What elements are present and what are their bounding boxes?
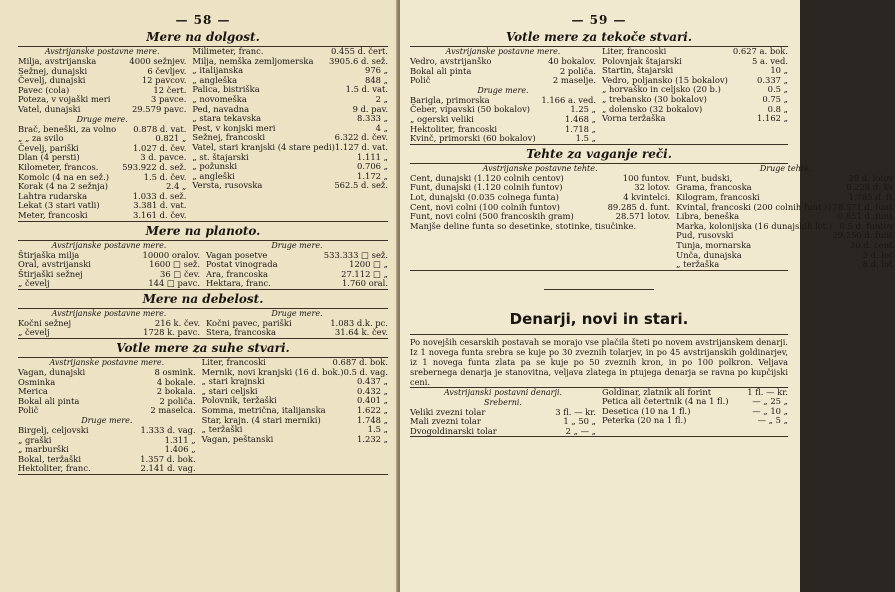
row-label: Sežnej, francoski [192,132,266,143]
row-value: 0.8 „ [767,103,788,114]
row-value [636,222,670,232]
row-value: 1.5 „ [575,133,596,144]
row-label: Bokal ali pinta [410,65,472,76]
row-label: Štirjaška milja [18,249,80,260]
subheading: Avstrijanske postavne mere. [49,358,165,368]
row-label: Birgelj, celjovski [18,425,89,436]
subheading: Avstrijanske postavne mere. [44,47,160,56]
row-label: „ „ za svilo [18,133,64,144]
row-label: Vedro, avstrijanško [410,56,492,66]
row-label: Funt, novi colni (500 francoskih gram) [410,211,574,222]
row-label: Somma, metrična, italijanska [201,405,326,416]
row-label: Peterka (20 na 1 fl.) [602,415,687,426]
row-label: „ novomeška [192,93,247,104]
row-value: 848 „ [365,74,388,85]
section-title: Votle mere za tekoče stvari. [505,30,693,44]
table-row [206,328,388,338]
row-label: Polovnik, teržaški [201,395,277,406]
row-value: 0.432 „ [357,385,388,396]
row-label: Mernik, novi kranjski (16 d. bok.) [201,366,344,377]
section-title: Denarji, novi in stari. [509,309,689,328]
row-label: Merica [18,386,48,397]
row-value: 1728 k. pavc. [143,327,200,338]
row-label: Versta, rusovska [192,180,263,191]
row-label: Štirjaški sežnej [18,268,83,279]
row-label: Cent, dunajski (1.120 colnih centov) [410,172,564,183]
subheading: Druge mere. [76,114,128,124]
row-label: „ st. štajarski [192,151,249,162]
row-label: Milja, nemška zemljomerska [192,55,314,66]
row-value: 0.706 „ [357,161,388,172]
row-value: 0.821 „ [155,133,187,144]
row-label: „ graški [18,434,52,445]
row-value: — „ 5 „ [757,415,788,426]
row-value: — „ 25 „ [752,396,788,407]
paragraph: Po novejših cesarskih postavah se morajo vse plačila šteti po novem avstrijanskem denarji. Iz 1 novega funta srebra se kuje po 30 zveznih tolarjev, in po 45 avstrijanskih goldinarjev, iz 1 novega funta zlata pa se kuje po 50 zveznih kron, in po 100 polkron. Veljava srebernega denarja je stanovitna, veljava zlatega in ptujega denarja se ravna po kupčijski ceni. [410,336,788,387]
row-value: 3.381 d. vat. [133,200,187,211]
table-dry [18,357,388,475]
row-value: 0.5 „ [767,84,788,95]
row-label: Grama, francoska [676,182,752,193]
row-value: 1.033 d. sež. [132,190,187,201]
row-label: Goldinar, zlatnik ali forint [602,386,712,397]
row-value: 8 osmink. [154,367,196,378]
row-value: 1.127 d. vat. [334,141,388,152]
row-value: 100 funtov. [622,172,671,183]
row-value: 1.083 d.k. pc. [330,317,388,328]
page-58 [0,0,398,592]
row-label: „ dolensko (32 bokalov) [602,103,703,114]
subheading: Druge mere. [271,240,323,250]
row-value: 2.4 „ [166,181,187,192]
table-length [18,46,388,222]
row-label: Hektara, franc. [206,278,271,289]
row-label: „ čevelj [18,327,50,338]
row-label: Vatel, stari kranjski (4 stare pedi) [192,141,335,152]
row-label: Lahtra rudarska [18,190,88,201]
row-label: Mali zvezni tolar [410,416,481,427]
row-label: Stera, francoska [206,327,276,338]
row-label: Lekat (3 stari vatli) [18,200,100,211]
row-value: 1.333 d. vag. [140,425,196,436]
row-value: 533.333 □ sež. [323,249,388,260]
subheading: Druge tehte. [759,163,812,173]
row-label: Petica ali četertnik (4 na 1 fl.) [602,396,729,407]
table-money [410,387,788,438]
row-label: „ ogerski veliki [410,113,474,124]
row-label: Kočni sežnej [18,317,72,328]
row-label: Kočni pavec, pariški [206,317,292,328]
row-label: Kilogram, francoski [676,191,760,202]
row-value: 1.785 d. ft. [848,191,895,202]
row-value: 1.468 „ [565,113,596,124]
divider [544,289,654,290]
row-label: Star, krajn. (4 stari merniki) [201,414,321,425]
row-value: 10000 oralov. [142,249,200,260]
row-value: 1.5 d. čev. [143,171,187,182]
row-label: Vatel, dunajski [18,103,81,114]
row-label: Barigla, primorska [410,94,490,105]
subheading: Avstrijanske postavne mere. [51,240,167,250]
row-value: 0.455 d. čert. [330,46,388,56]
row-label: Milimeter, franc. [192,46,264,56]
row-label: Dvogoldinarski tolar [410,425,497,436]
row-label: Osminka [18,376,56,387]
row-value: 1 „ 50 „ [563,416,596,427]
table-area [18,240,388,290]
row-value: 1.748 „ [357,414,388,425]
subheading: Druge mere. [81,416,133,426]
subheading: Druge mere. [477,85,529,95]
row-value: 0.228 d. kv. [846,182,895,193]
row-value: 0.851 d. funt. [837,211,895,222]
row-value: 0.687 d. bok. [332,357,388,368]
row-label: Tunja, mornarska [676,239,752,250]
row-value: 28.571 lotov. [615,211,671,222]
section-title: Mere na debelost. [142,291,264,306]
row-label: „ angleški [192,170,235,181]
row-value: 31.64 k. čev. [334,327,388,338]
row-value: 0.627 a. bok. [732,46,788,56]
row-label: Kvintal, francoski (200 colnih funt.) [676,201,828,212]
table-row [18,211,186,221]
row-value: 3 fl. — kr. [555,406,596,417]
section-title: Mere na planoto. [145,223,261,238]
row-value: 2 bokala. [156,386,196,397]
table-row [602,416,788,426]
row-label: Veliki zvezni tolar [410,406,486,417]
row-label: Vagan, dunajski [18,367,86,378]
row-value: 1200 □ „ [349,259,388,270]
row-label: Vagan, peštanski [201,433,274,444]
row-label: Hektoliter, franc. [18,463,91,474]
table-row [202,435,388,445]
row-label: Poteza, v vojaški meri [18,94,111,105]
row-label: „ trebansko (30 bokalov) [602,93,707,104]
row-value: 28 d. lotov. [848,172,895,183]
row-label: „ stari krajnski [201,376,265,387]
row-value: 1.622 „ [357,405,388,416]
row-label: Libra, beneška [676,211,740,222]
row-value: 12 čert. [153,84,187,95]
row-label: Manjše deline funta so desetinke, stotinke, tisučinke. [410,220,637,231]
table-row [602,114,788,124]
row-label: Čeber, vipavski (50 bokalov) [410,104,531,115]
row-value: 4 „ [375,122,388,133]
row-label: Palica, bistriška [192,84,260,95]
row-label: „ italijanska [192,65,244,76]
row-value: 36 □ čev. [160,268,200,279]
row-value: 4000 sežnjev. [129,56,187,66]
row-value: 2 poliča. [559,65,596,76]
row-value: 1.027 d. čev. [133,142,187,153]
row-label: Ped, navadna [192,103,250,114]
row-value: 5 a. ved. [751,55,788,66]
row-value: 1.357 d. bok. [140,453,196,464]
table-weights [410,163,895,271]
row-value: 29.579 pavc. [131,103,187,114]
row-label: Kilometer, francos. [18,161,99,172]
row-label: Cent, novi colni (100 colnih funtov) [410,201,560,212]
row-label: Čevelj, dunajski [18,75,86,86]
row-label: Liter, francoski [201,357,266,368]
row-label: „ čevelj [18,278,50,289]
row-label: Brač, beneški, za volno [18,123,117,134]
row-value: 0.5 d. funtov. [839,220,895,231]
row-label: Ara, francoska [206,268,268,279]
row-value: 0.5 d. vag. [343,366,388,377]
table-row [410,76,596,86]
row-value: 1.760 oral. [341,278,388,289]
row-value: 3 pavce. [150,94,187,105]
row-value: 1.172 „ [357,170,388,181]
row-label: Marka, kolonijska (16 dunajskih lot.) [676,220,833,231]
row-value: 2 maselca. [150,405,196,416]
table-volume [18,308,388,339]
row-value: 89.285 d. funt. [607,201,671,212]
row-value: 3905.6 d. sež. [329,55,388,66]
row-value: 4 kvintelci. [623,191,671,202]
row-value: 976 „ [365,65,388,76]
row-label: Kvinč, primorski (60 bokalov) [410,133,536,144]
row-value: 216 k. čev. [154,317,200,328]
page-number: — 59 — [571,13,627,27]
row-value: 4 bokale. [156,376,196,387]
row-value: 1.232 „ [357,433,388,444]
table-row [18,406,196,416]
row-value: 2.141 d. vag. [140,463,196,474]
subheading: Avstrijanski postavni denarji. [443,387,563,397]
row-value: 32 lotov. [634,182,671,193]
row-label: Desetica (10 na 1 fl.) [602,405,691,416]
row-value: 2 poliča. [159,395,196,406]
row-label: „ marburški [18,444,69,455]
table-row [18,464,196,474]
row-value: 1.311 „ [164,434,196,445]
row-label: Hektoliter, francoski [410,123,498,134]
row-value: 8 d. lot. [862,259,895,270]
row-label: Startin, štajarski [602,65,674,76]
row-value: 40 bokalov. [548,56,596,66]
row-label: Čevelj, pariški [18,142,79,153]
row-label: Pest, v konjski meri [192,122,276,133]
row-label: Vedro, poljansko (15 bokalov) [602,74,728,85]
table-row [18,105,186,115]
table-row [410,134,596,144]
section-title: Votle mere za suhe stvari. [116,341,290,356]
row-label: Postat vinograda [206,259,278,270]
row-label: Vagan posetve [206,249,268,260]
row-value: 562.5 d. sež. [334,180,388,191]
row-value: 1.406 „ [164,444,196,455]
table-row [206,279,388,289]
row-label: Funt, budski, [676,172,733,183]
page-number: — 58 — [175,13,231,27]
subheading: Druge mere. [271,308,323,318]
row-value: 8.333 „ [357,113,388,124]
row-value: 2 „ [375,93,388,104]
subheading: Avstrijanske postavne mere. [51,308,167,318]
row-label: Polovnjak štajarski [602,55,682,66]
table-row [192,181,388,191]
row-label: Milja, avstrijanska [18,56,97,66]
row-label: Funt, dunajski (1.120 colnih funtov) [410,182,563,193]
row-label: Komolc (4 na en sež.) [18,171,110,182]
row-label: „ angleška [192,74,238,85]
row-label: „ teržaški [201,424,243,435]
row-label: Pavec (cola) [18,84,70,95]
row-value: 0.437 „ [357,376,388,387]
row-label: Meter, francoski [18,209,88,220]
table-row [410,222,670,232]
row-value: 2 d. lot. [862,249,895,260]
row-value: 2 „ — „ [565,425,596,436]
row-value: 9 d. pav. [352,103,388,114]
table-row [18,328,200,338]
subheading: Avstrijanske postavne tehte. [482,163,598,173]
row-value: 1.5 d. vat. [345,84,388,95]
row-label: „ teržaška [676,259,720,270]
row-label: Polič [18,405,39,416]
row-label: Korak (4 na 2 sežnja) [18,181,109,192]
row-label: Vorna teržaška [602,113,666,124]
row-label: Unča, dunajska [676,249,742,260]
section-title: Tehte za vaganje reči. [526,146,672,161]
row-value: 593.922 d. sež. [122,161,187,172]
row-value: 3 d. pavce. [140,152,187,163]
row-value: 0.75 „ [762,93,788,104]
row-label: Liter, francoski [602,46,667,56]
row-label: Lot, dunajski (0.035 colnega funta) [410,191,559,202]
subheading: Avstrijanske postavne mere. [445,47,561,56]
row-value: 10 „ [770,65,788,76]
row-value: 144 □ pavc. [148,278,200,289]
row-value: 1.166 a. ved. [541,94,596,105]
row-label: „ stara tekavska [192,113,262,124]
row-value: 1.25 „ [570,104,596,115]
table-row [676,260,895,270]
row-value: 6 čevljev. [147,65,187,76]
row-label: Bokal, teržaški [18,453,82,464]
row-value: 1.111 „ [357,151,388,162]
row-value: 29.250 d. funt. [832,230,895,241]
row-label: „ požunski [192,161,238,172]
page-59 [400,0,895,592]
row-value: 178.571 d. funt. [827,201,895,212]
row-label: Pud, rusovski [676,230,734,241]
row-value: 12 pavcov. [141,75,187,86]
row-label: Sežnej, dunajski [18,65,88,76]
row-value: 0.337 „ [757,74,788,85]
row-label: Oral, avstrijanski [18,259,91,270]
row-label: „ horvaško in celjsko (20 b.) [602,84,721,95]
row-label: „ stari celjski [201,385,258,396]
row-value: 20 d. cent. [849,239,895,250]
row-value: 1.5 „ [367,424,388,435]
row-value: 6.322 d. čev. [334,132,388,143]
row-value: 0.878 d. vat. [133,123,187,134]
divider [410,334,788,335]
row-label: Polič [410,75,431,86]
row-value: 27.112 □ „ [341,268,388,279]
subheading: Sreberni. [484,397,522,407]
section-title: Mere na dolgost. [146,30,260,44]
table-row [18,279,200,289]
row-value: 2 maselje. [552,75,596,86]
table-liquid [410,46,788,145]
row-label: Bokal ali pinta [18,395,80,406]
table-row [410,427,596,437]
row-value: 1.718 „ [565,123,596,134]
row-label: Dlan (4 persti) [18,152,80,163]
row-value: 0.401 „ [357,395,388,406]
row-value: 1.162 „ [757,113,788,124]
row-value: 3.161 d. čev. [133,209,187,220]
row-value: — „ 10 „ [752,405,788,416]
row-value: 1600 □ sež. [149,259,200,270]
row-value: 1 fl. — kr. [747,386,788,397]
